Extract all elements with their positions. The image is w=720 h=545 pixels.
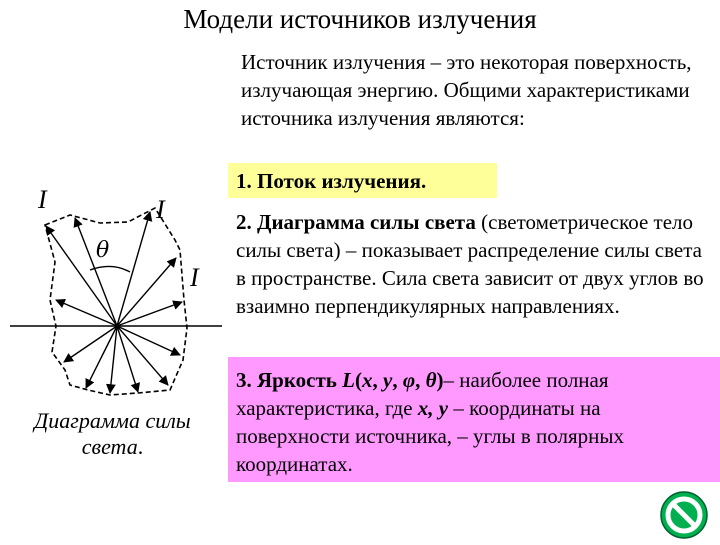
item3-text1: – наиболее полная характеристика, где <box>236 368 609 420</box>
item3-x: x <box>362 368 373 392</box>
item-intensity-diagram <box>236 208 714 320</box>
item2-heading: 2. Диаграмма силы света <box>236 210 476 234</box>
item2-text: (светометрическое тело силы света) – показывает распределение силы света в пространстве. Сила света зависит от двух углов во взаимно перпендикулярных направлениях. <box>236 210 704 318</box>
label-I-right: I <box>190 263 199 292</box>
intro-paragraph: Источник излучения – это некоторая поверхность, излучающая энергию. Общими характеристиками источника излучения являются: <box>241 50 692 130</box>
diagram-caption <box>0 408 225 460</box>
caption-period: . <box>137 434 144 459</box>
item-luminance: 3. Яркость L(x, y, φ, θ)– наиболее полная характеристика, где x, y – координаты на поверхности источника, – углы в полярных координатах. <box>228 357 720 482</box>
intensity-diagram <box>0 180 225 405</box>
item3-text2: – координаты на поверхности источника, – углы в полярных координатах. <box>236 396 625 476</box>
no-entry-button[interactable] <box>659 490 709 540</box>
intensity-arrows <box>46 212 182 393</box>
label-I-left: I <box>38 185 47 214</box>
item3-theta: θ <box>425 368 437 392</box>
photometric-body-outline <box>45 208 187 395</box>
item3-prefix: 3. Яркость <box>236 368 343 392</box>
label-theta: θ <box>96 238 110 263</box>
label-I-top: I <box>156 195 165 224</box>
item3-L: L <box>342 368 355 392</box>
item-radiant-flux: 1. Поток излучения. <box>228 163 497 198</box>
item3-coords: x, y <box>417 396 449 420</box>
no-entry-icon <box>659 490 709 540</box>
item3-phi: φ <box>402 368 416 392</box>
caption-line-2: света <box>81 434 138 459</box>
page-title: Модели источников излучения <box>183 4 537 34</box>
item3-y: y <box>383 368 393 392</box>
caption-line-1: Диаграмма силы <box>34 408 191 433</box>
